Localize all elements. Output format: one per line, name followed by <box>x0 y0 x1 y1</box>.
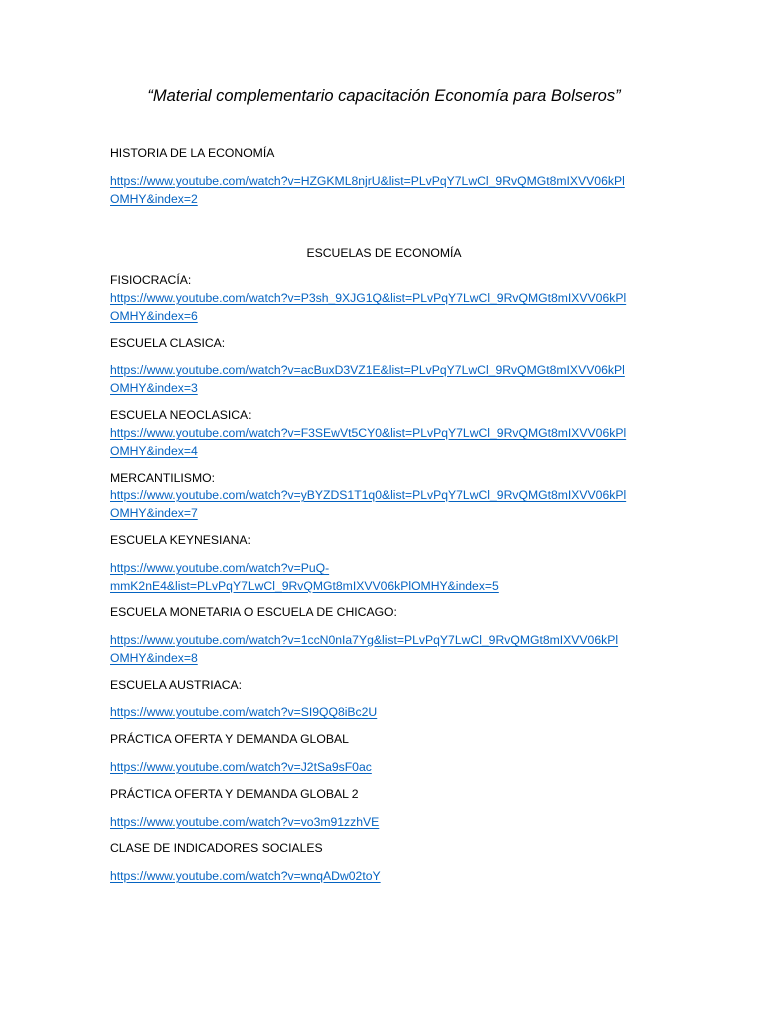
section-heading-fisiocracia: FISIOCRACÍA: <box>110 273 192 287</box>
link-mercantilismo[interactable] <box>110 487 626 522</box>
escuelas-heading: ESCUELAS DE ECONOMÍA <box>306 246 462 260</box>
section-heading-practica-oferta-demanda-2: PRÁCTICA OFERTA Y DEMANDA GLOBAL 2 <box>110 787 359 801</box>
link-practica-oferta-demanda-2[interactable] <box>110 814 379 832</box>
link-fisiocracia-line-1[interactable]: https://www.youtube.com/watch?v=P3sh_9XJG1Q&list=PLvPqY7LwCl_9RvQMGt8mIXVV06kPl <box>110 291 627 305</box>
link-mercantilismo-line-2[interactable]: OMHY&index=7 <box>110 505 198 520</box>
section-heading-escuela-neoclasica: ESCUELA NEOCLASICA: <box>110 408 252 422</box>
link-practica-oferta-demanda-2-line-1[interactable]: https://www.youtube.com/watch?v=vo3m91zzhVE <box>110 815 380 829</box>
link-escuela-monetaria-line-1[interactable]: https://www.youtube.com/watch?v=1ccN0nIa7Yg&list=PLvPqY7LwCl_9RvQMGt8mIXVV06kPl <box>110 633 619 647</box>
link-escuela-clasica-line-1[interactable]: https://www.youtube.com/watch?v=acBuxD3VZ1E&list=PLvPqY7LwCl_9RvQMGt8mIXVV06kPl <box>110 363 625 377</box>
link-indicadores-sociales-line-1[interactable]: https://www.youtube.com/watch?v=wnqADw02toY <box>110 869 381 883</box>
link-escuela-monetaria-line-2[interactable]: OMHY&index=8 <box>110 650 198 665</box>
link-escuela-neoclasica-line-1[interactable]: https://www.youtube.com/watch?v=F3SEwVt5CY0&list=PLvPqY7LwCl_9RvQMGt8mIXVV06kPl <box>110 426 627 440</box>
link-historia-line-2[interactable]: OMHY&index=2 <box>110 191 198 206</box>
section-heading-indicadores-sociales: CLASE DE INDICADORES SOCIALES <box>110 841 323 855</box>
link-escuela-austriaca-line-1[interactable]: https://www.youtube.com/watch?v=SI9QQ8iBc2U <box>110 705 378 719</box>
link-escuela-keynesiana-line-2[interactable]: mmK2nE4&list=PLvPqY7LwCl_9RvQMGt8mIXVV06kPlOMHY&index=5 <box>110 578 499 593</box>
link-escuela-clasica[interactable] <box>110 362 625 397</box>
document-title: “Material complementario capacitación Economía para Bolseros” <box>147 87 621 105</box>
section-heading-mercantilismo: MERCANTILISMO: <box>110 471 215 485</box>
section-heading-practica-oferta-demanda: PRÁCTICA OFERTA Y DEMANDA GLOBAL <box>110 732 349 746</box>
link-practica-oferta-demanda[interactable] <box>110 759 372 777</box>
link-escuela-neoclasica-line-2[interactable]: OMHY&index=4 <box>110 443 198 458</box>
link-escuela-clasica-line-2[interactable]: OMHY&index=3 <box>110 380 198 395</box>
section-heading-escuela-clasica: ESCUELA CLASICA: <box>110 336 226 350</box>
link-fisiocracia-line-2[interactable]: OMHY&index=6 <box>110 308 198 323</box>
link-escuela-austriaca[interactable] <box>110 704 377 722</box>
section-heading-historia: HISTORIA DE LA ECONOMÍA <box>110 146 275 160</box>
link-escuela-neoclasica[interactable] <box>110 425 626 460</box>
section-heading-escuela-monetaria: ESCUELA MONETARIA O ESCUELA DE CHICAGO: <box>110 605 397 619</box>
link-fisiocracia[interactable] <box>110 290 626 325</box>
link-mercantilismo-line-1[interactable]: https://www.youtube.com/watch?v=yBYZDS1T1q0&list=PLvPqY7LwCl_9RvQMGt8mIXVV06kPl <box>110 488 627 502</box>
link-escuela-keynesiana[interactable] <box>110 560 499 595</box>
section-heading-escuela-keynesiana: ESCUELA KEYNESIANA: <box>110 533 251 547</box>
section-heading-escuela-austriaca: ESCUELA AUSTRIACA: <box>110 678 243 692</box>
link-historia-line-1[interactable]: https://www.youtube.com/watch?v=HZGKML8njrU&list=PLvPqY7LwCl_9RvQMGt8mIXVV06kPl <box>110 174 625 188</box>
link-escuela-keynesiana-line-1[interactable]: https://www.youtube.com/watch?v=PuQ- <box>110 561 330 575</box>
link-escuela-monetaria[interactable] <box>110 632 618 667</box>
link-historia[interactable] <box>110 173 625 208</box>
link-indicadores-sociales[interactable] <box>110 868 381 886</box>
link-practica-oferta-demanda-line-1[interactable]: https://www.youtube.com/watch?v=J2tSa9sF0ac <box>110 760 372 774</box>
